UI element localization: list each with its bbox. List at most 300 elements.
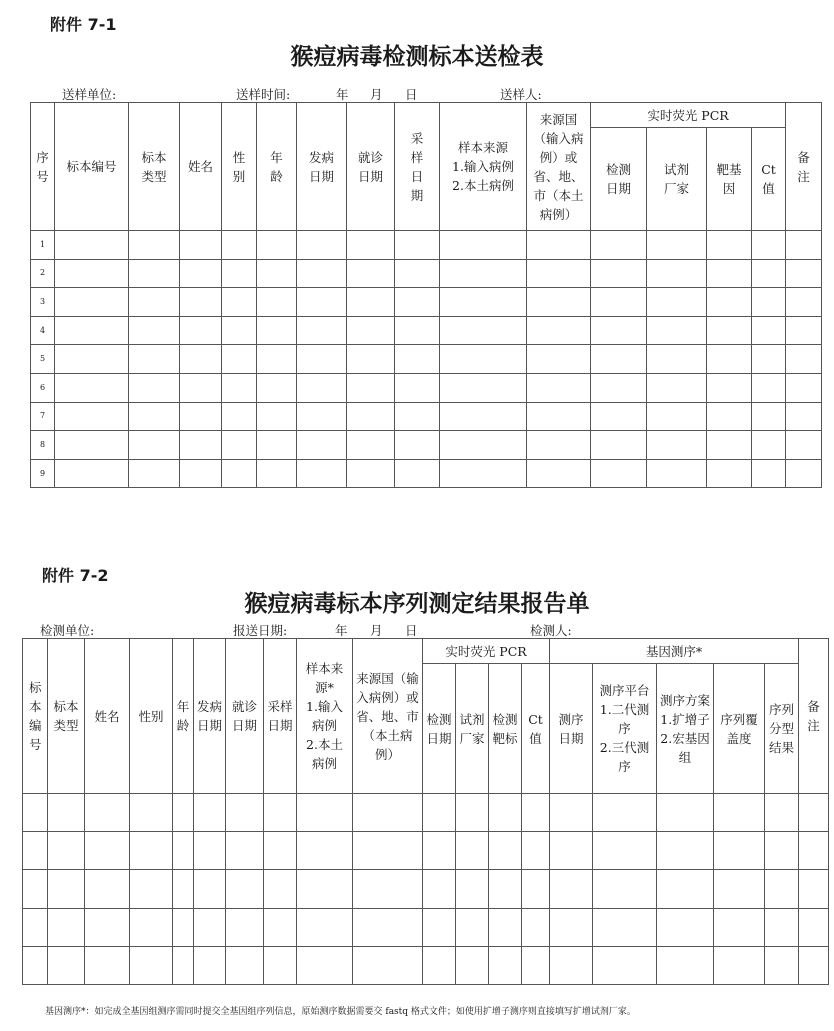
table-cell[interactable] <box>593 794 657 832</box>
table-cell[interactable] <box>647 459 707 488</box>
header-ct: Ct值 <box>522 664 550 794</box>
table-cell[interactable] <box>194 832 226 870</box>
header-test-date: 检测日期 <box>423 664 456 794</box>
table-cell[interactable] <box>440 231 527 260</box>
table-cell[interactable] <box>591 431 647 460</box>
table-cell[interactable] <box>180 316 222 345</box>
sample-source-title: 样本来源 <box>457 140 508 155</box>
table-cell[interactable] <box>347 288 395 317</box>
table-cell[interactable] <box>550 832 593 870</box>
sample-source-option-1: 1.输入病例 <box>306 699 343 733</box>
table-cell[interactable] <box>297 345 347 374</box>
header-age: 年龄 <box>173 639 194 794</box>
table-cell[interactable] <box>786 373 822 402</box>
form2-person-label: 检测人: <box>530 623 572 638</box>
table-cell[interactable] <box>395 231 440 260</box>
header-collect-date: 采样日期 <box>264 639 297 794</box>
table-cell[interactable] <box>440 316 527 345</box>
table-cell[interactable] <box>130 908 173 946</box>
table-row <box>31 373 822 402</box>
table-cell[interactable] <box>264 946 297 984</box>
table-cell[interactable] <box>55 259 129 288</box>
table-cell[interactable] <box>647 373 707 402</box>
table-row <box>31 431 822 460</box>
table-cell[interactable] <box>657 908 714 946</box>
form1-unit-label: 送样单位: <box>62 87 117 102</box>
table-cell[interactable] <box>48 946 85 984</box>
header-pcr-group: 实时荧光 PCR <box>423 639 550 664</box>
header-visit-date: 就诊日期 <box>226 639 264 794</box>
table-cell[interactable] <box>85 794 130 832</box>
table-cell[interactable] <box>550 794 593 832</box>
table-cell[interactable] <box>786 459 822 488</box>
table-cell[interactable] <box>180 288 222 317</box>
table-cell[interactable] <box>180 345 222 374</box>
table-cell[interactable] <box>347 373 395 402</box>
form1-title: 猴痘病毒检测标本送检表 <box>290 43 544 70</box>
table-cell[interactable] <box>129 316 180 345</box>
table-cell[interactable] <box>395 431 440 460</box>
table-cell[interactable] <box>55 231 129 260</box>
row-number: 1 <box>31 231 55 260</box>
table-cell[interactable] <box>173 946 194 984</box>
form2-title: 猴痘病毒标本序列测定结果报告单 <box>244 590 590 617</box>
table-cell[interactable] <box>489 870 522 908</box>
table-cell[interactable] <box>593 946 657 984</box>
table-cell[interactable] <box>222 231 257 260</box>
table-cell[interactable] <box>522 832 550 870</box>
table-cell[interactable] <box>129 231 180 260</box>
table-cell[interactable] <box>129 373 180 402</box>
table-cell[interactable] <box>522 794 550 832</box>
table-cell[interactable] <box>799 870 829 908</box>
table-cell[interactable] <box>180 431 222 460</box>
table-row <box>23 794 829 832</box>
table-cell[interactable] <box>257 259 297 288</box>
table-cell[interactable] <box>647 259 707 288</box>
table-cell[interactable] <box>129 288 180 317</box>
table-cell[interactable] <box>257 345 297 374</box>
table-cell[interactable] <box>222 259 257 288</box>
table-cell[interactable] <box>591 373 647 402</box>
header-seq-platform <box>593 664 657 794</box>
header-seq-group: 基因测序* <box>550 639 799 664</box>
table-cell[interactable] <box>752 316 786 345</box>
table-cell[interactable] <box>395 259 440 288</box>
table-cell[interactable] <box>353 946 423 984</box>
table-cell[interactable] <box>222 288 257 317</box>
table-cell[interactable] <box>48 794 85 832</box>
table-cell[interactable] <box>423 908 456 946</box>
table-cell[interactable] <box>257 459 297 488</box>
table-cell[interactable] <box>395 402 440 431</box>
table-cell[interactable] <box>527 316 591 345</box>
table-cell[interactable] <box>257 316 297 345</box>
table-cell[interactable] <box>647 431 707 460</box>
table-cell[interactable] <box>786 231 822 260</box>
table-cell[interactable] <box>522 946 550 984</box>
header-seq-scheme <box>657 664 714 794</box>
table-cell[interactable] <box>222 402 257 431</box>
table-cell[interactable] <box>593 832 657 870</box>
table-cell[interactable] <box>707 459 752 488</box>
table-cell[interactable] <box>130 946 173 984</box>
table-cell[interactable] <box>799 832 829 870</box>
table-cell[interactable] <box>297 316 347 345</box>
table-cell[interactable] <box>456 946 489 984</box>
form2-table <box>22 638 829 985</box>
table-cell[interactable] <box>23 870 48 908</box>
table-cell[interactable] <box>395 459 440 488</box>
table-cell[interactable] <box>423 794 456 832</box>
table-row <box>23 832 829 870</box>
seq-scheme-title: 测序方案 <box>660 692 711 708</box>
table-row <box>23 870 829 908</box>
table-cell[interactable] <box>257 373 297 402</box>
table-cell[interactable] <box>85 908 130 946</box>
table-cell[interactable] <box>130 794 173 832</box>
row-number: 9 <box>31 459 55 488</box>
table-cell[interactable] <box>55 345 129 374</box>
table-cell[interactable] <box>257 288 297 317</box>
table-cell[interactable] <box>423 832 456 870</box>
table-cell[interactable] <box>593 908 657 946</box>
table-cell[interactable] <box>786 288 822 317</box>
table-cell[interactable] <box>85 946 130 984</box>
table-cell[interactable] <box>395 316 440 345</box>
table-cell[interactable] <box>707 316 752 345</box>
header-sample-source <box>440 103 527 231</box>
table-cell[interactable] <box>129 459 180 488</box>
table-cell[interactable] <box>657 794 714 832</box>
table-cell[interactable] <box>55 316 129 345</box>
table-cell[interactable] <box>257 231 297 260</box>
table-row <box>31 459 822 488</box>
header-remarks: 备注 <box>799 639 829 794</box>
table-cell[interactable] <box>489 794 522 832</box>
table-cell[interactable] <box>527 231 591 260</box>
row-number: 5 <box>31 345 55 374</box>
table-cell[interactable] <box>456 832 489 870</box>
header-onset-date: 发病日期 <box>194 639 226 794</box>
table-cell[interactable] <box>297 459 347 488</box>
table-cell[interactable] <box>550 870 593 908</box>
table-cell[interactable] <box>226 908 264 946</box>
table-cell[interactable] <box>55 288 129 317</box>
table-cell[interactable] <box>440 373 527 402</box>
table-cell[interactable] <box>786 345 822 374</box>
header-sample-source <box>297 639 353 794</box>
table-cell[interactable] <box>423 870 456 908</box>
table-cell[interactable] <box>527 459 591 488</box>
form1-month-label: 月 <box>370 87 383 102</box>
table-cell[interactable] <box>752 431 786 460</box>
table-cell[interactable] <box>647 231 707 260</box>
table-cell[interactable] <box>353 832 423 870</box>
table-cell[interactable] <box>527 431 591 460</box>
table-cell[interactable] <box>591 288 647 317</box>
table-cell[interactable] <box>786 402 822 431</box>
table-cell[interactable] <box>765 946 799 984</box>
table-cell[interactable] <box>591 231 647 260</box>
table-cell[interactable] <box>173 908 194 946</box>
table-cell[interactable] <box>786 431 822 460</box>
table-cell[interactable] <box>647 345 707 374</box>
header-remarks: 备注 <box>786 103 822 231</box>
table-cell[interactable] <box>129 402 180 431</box>
table-cell[interactable] <box>194 870 226 908</box>
table-cell[interactable] <box>222 373 257 402</box>
table-cell[interactable] <box>347 345 395 374</box>
table-cell[interactable] <box>765 908 799 946</box>
table-cell[interactable] <box>527 259 591 288</box>
table-cell[interactable] <box>222 459 257 488</box>
table-cell[interactable] <box>23 794 48 832</box>
header-sample-id: 标本编号 <box>23 639 48 794</box>
table-cell[interactable] <box>297 794 353 832</box>
table-cell[interactable] <box>347 316 395 345</box>
table-cell[interactable] <box>257 402 297 431</box>
table-cell[interactable] <box>226 870 264 908</box>
table-cell[interactable] <box>714 832 765 870</box>
table-cell[interactable] <box>297 402 347 431</box>
header-sample-id: 标本编号 <box>55 103 129 231</box>
table-cell[interactable] <box>180 231 222 260</box>
table-cell[interactable] <box>786 259 822 288</box>
table-cell[interactable] <box>647 316 707 345</box>
header-coverage: 序列覆盖度 <box>714 664 765 794</box>
form2-table-body <box>23 794 829 985</box>
annex-7-1-label: 附件 7-1 <box>50 15 117 34</box>
table-cell[interactable] <box>264 794 297 832</box>
table-cell[interactable] <box>707 373 752 402</box>
table-cell[interactable] <box>489 908 522 946</box>
table-cell[interactable] <box>85 870 130 908</box>
table-cell[interactable] <box>347 259 395 288</box>
table-cell[interactable] <box>527 345 591 374</box>
table-cell[interactable] <box>347 431 395 460</box>
table-cell[interactable] <box>129 431 180 460</box>
table-cell[interactable] <box>55 373 129 402</box>
table-cell[interactable] <box>707 402 752 431</box>
table-cell[interactable] <box>752 402 786 431</box>
table-cell[interactable] <box>765 832 799 870</box>
table-cell[interactable] <box>395 288 440 317</box>
table-cell[interactable] <box>527 373 591 402</box>
table-cell[interactable] <box>752 459 786 488</box>
table-cell[interactable] <box>765 870 799 908</box>
table-cell[interactable] <box>297 870 353 908</box>
table-cell[interactable] <box>657 946 714 984</box>
table-cell[interactable] <box>353 870 423 908</box>
table-cell[interactable] <box>786 316 822 345</box>
table-cell[interactable] <box>440 402 527 431</box>
table-cell[interactable] <box>222 316 257 345</box>
table-cell[interactable] <box>593 870 657 908</box>
table-cell[interactable] <box>707 288 752 317</box>
table-cell[interactable] <box>550 946 593 984</box>
table-cell[interactable] <box>456 794 489 832</box>
table-cell[interactable] <box>48 870 85 908</box>
table-cell[interactable] <box>173 794 194 832</box>
table-cell[interactable] <box>23 908 48 946</box>
table-cell[interactable] <box>264 870 297 908</box>
header-sex: 性别 <box>130 639 173 794</box>
table-cell[interactable] <box>347 402 395 431</box>
header-sample-type: 标本类型 <box>129 103 180 231</box>
table-cell[interactable] <box>85 832 130 870</box>
table-cell[interactable] <box>799 908 829 946</box>
table-cell[interactable] <box>423 946 456 984</box>
table-cell[interactable] <box>55 459 129 488</box>
table-cell[interactable] <box>765 794 799 832</box>
table-cell[interactable] <box>591 316 647 345</box>
table-cell[interactable] <box>707 345 752 374</box>
table-cell[interactable] <box>264 908 297 946</box>
table-cell[interactable] <box>707 259 752 288</box>
table-cell[interactable] <box>752 259 786 288</box>
table-cell[interactable] <box>489 946 522 984</box>
table-cell[interactable] <box>752 231 786 260</box>
table-cell[interactable] <box>752 288 786 317</box>
table-cell[interactable] <box>257 431 297 460</box>
table-cell[interactable] <box>55 431 129 460</box>
header-test-date: 检测日期 <box>591 128 647 231</box>
table-cell[interactable] <box>347 459 395 488</box>
seq-scheme-option-1: 1.扩增子 <box>660 711 710 727</box>
table-cell[interactable] <box>440 288 527 317</box>
table-cell[interactable] <box>180 259 222 288</box>
table-cell[interactable] <box>714 870 765 908</box>
table-cell[interactable] <box>55 402 129 431</box>
table-cell[interactable] <box>297 231 347 260</box>
table-cell[interactable] <box>440 259 527 288</box>
table-cell[interactable] <box>395 345 440 374</box>
table-cell[interactable] <box>527 402 591 431</box>
table-cell[interactable] <box>714 946 765 984</box>
table-cell[interactable] <box>591 459 647 488</box>
header-sample-type: 标本类型 <box>48 639 85 794</box>
table-row <box>31 345 822 374</box>
table-cell[interactable] <box>657 832 714 870</box>
table-cell[interactable] <box>297 832 353 870</box>
table-cell[interactable] <box>647 402 707 431</box>
header-origin: 来源国（输入病例）或省、地、市（本土病例） <box>527 103 591 231</box>
sample-source-title: 样本来源* <box>305 661 344 695</box>
table-row <box>31 231 822 260</box>
table-cell[interactable] <box>48 832 85 870</box>
table-cell[interactable] <box>347 231 395 260</box>
table-cell[interactable] <box>130 832 173 870</box>
table-cell[interactable] <box>440 345 527 374</box>
table-cell[interactable] <box>799 946 829 984</box>
table-cell[interactable] <box>222 431 257 460</box>
table-cell[interactable] <box>48 908 85 946</box>
header-typing: 序列分型结果 <box>765 664 799 794</box>
table-cell[interactable] <box>180 402 222 431</box>
table-cell[interactable] <box>440 459 527 488</box>
table-cell[interactable] <box>130 870 173 908</box>
sample-source-option-1: 1.输入病例 <box>452 159 514 174</box>
table-cell[interactable] <box>714 794 765 832</box>
table-cell[interactable] <box>194 946 226 984</box>
table-cell[interactable] <box>591 345 647 374</box>
table-cell[interactable] <box>23 832 48 870</box>
sample-source-option-2: 2.本土病例 <box>452 178 514 193</box>
table-cell[interactable] <box>522 870 550 908</box>
table-cell[interactable] <box>395 373 440 402</box>
gene-sequencing-footnote: 基因测序*：如完成全基因组测序需同时提交全基因组序列信息，原始测序数据需要交 fastq 格式文件；如使用扩增子测序则直接填写扩增试剂厂家。 <box>45 1007 636 1017</box>
form2-month-label: 月 <box>370 623 383 638</box>
annex-7-2-label: 附件 7-2 <box>42 566 109 585</box>
form1-day-label: 日 <box>405 87 418 102</box>
table-cell[interactable] <box>297 288 347 317</box>
table-cell[interactable] <box>173 870 194 908</box>
table-cell[interactable] <box>226 794 264 832</box>
table-cell[interactable] <box>550 908 593 946</box>
table-cell[interactable] <box>129 259 180 288</box>
table-cell[interactable] <box>194 794 226 832</box>
table-cell[interactable] <box>527 288 591 317</box>
table-cell[interactable] <box>297 946 353 984</box>
table-cell[interactable] <box>297 373 347 402</box>
table-cell[interactable] <box>440 431 527 460</box>
table-cell[interactable] <box>591 259 647 288</box>
table-cell[interactable] <box>264 832 297 870</box>
table-cell[interactable] <box>522 908 550 946</box>
header-pcr-group: 实时荧光 PCR <box>591 103 786 128</box>
table-cell[interactable] <box>647 288 707 317</box>
row-number: 6 <box>31 373 55 402</box>
table-cell[interactable] <box>180 373 222 402</box>
table-cell[interactable] <box>707 231 752 260</box>
table-cell[interactable] <box>714 908 765 946</box>
table-cell[interactable] <box>657 870 714 908</box>
table-cell[interactable] <box>456 908 489 946</box>
table-cell[interactable] <box>752 345 786 374</box>
table-cell[interactable] <box>226 832 264 870</box>
row-number: 8 <box>31 431 55 460</box>
table-cell[interactable] <box>226 946 264 984</box>
table-cell[interactable] <box>707 431 752 460</box>
table-cell[interactable] <box>23 946 48 984</box>
form1-person-label: 送样人: <box>500 87 542 102</box>
table-cell[interactable] <box>752 373 786 402</box>
header-sex: 性别 <box>222 103 257 231</box>
header-reagent: 试剂厂家 <box>647 128 707 231</box>
table-cell[interactable] <box>297 431 347 460</box>
table-cell[interactable] <box>353 794 423 832</box>
form1-table <box>30 102 822 488</box>
table-cell[interactable] <box>173 832 194 870</box>
table-cell[interactable] <box>180 459 222 488</box>
table-row <box>23 946 829 984</box>
table-cell[interactable] <box>297 259 347 288</box>
table-cell[interactable] <box>591 402 647 431</box>
table-cell[interactable] <box>297 908 353 946</box>
form1-time-label: 送样时间: <box>236 87 291 102</box>
form2-year-label: 年 <box>335 623 348 638</box>
table-cell[interactable] <box>129 345 180 374</box>
table-cell[interactable] <box>353 908 423 946</box>
row-number: 2 <box>31 259 55 288</box>
header-collect-date: 采样日期 <box>395 103 440 231</box>
table-cell[interactable] <box>194 908 226 946</box>
table-cell[interactable] <box>222 345 257 374</box>
table-cell[interactable] <box>489 832 522 870</box>
table-cell[interactable] <box>799 794 829 832</box>
table-cell[interactable] <box>456 870 489 908</box>
